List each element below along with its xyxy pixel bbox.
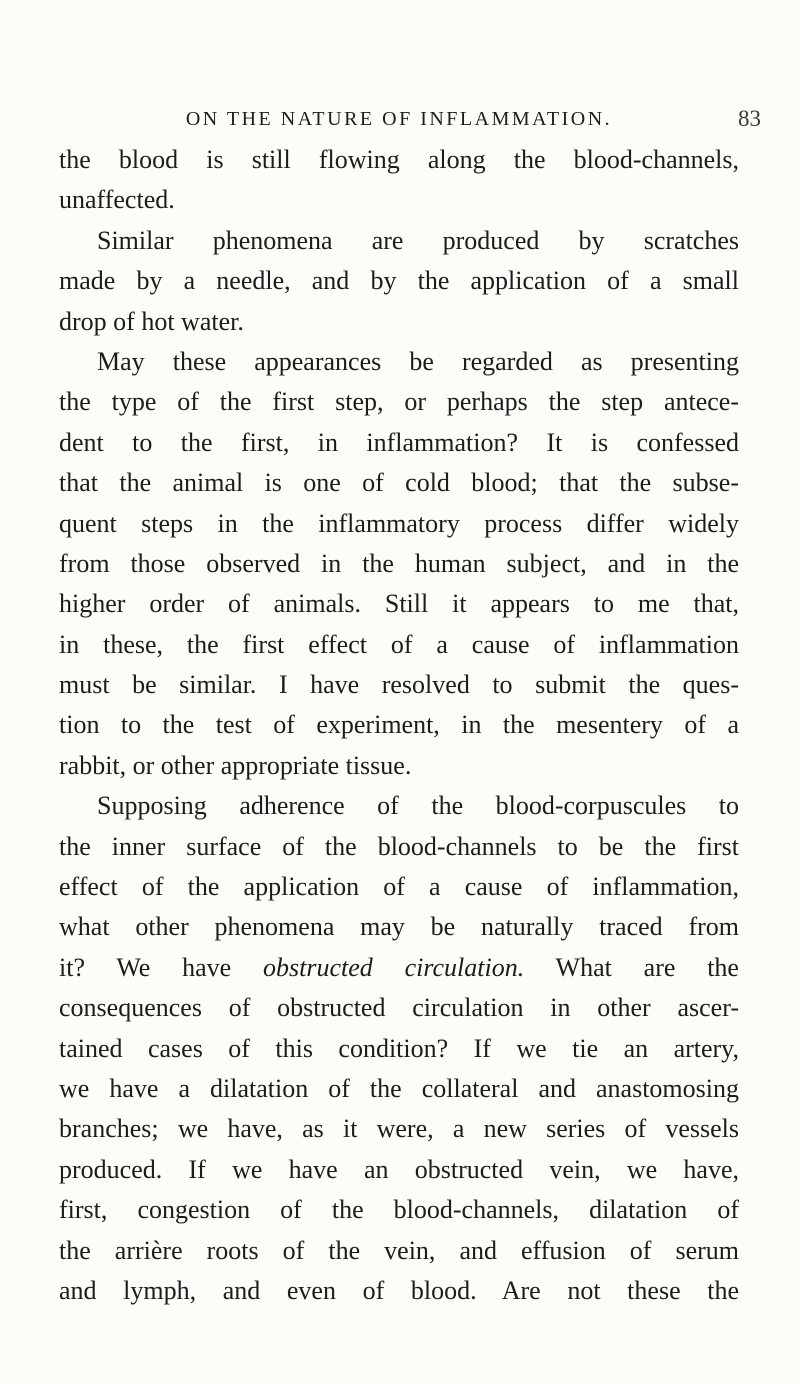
- italic-phrase: obstructed circulation.: [263, 952, 525, 982]
- text-line: rabbit, or other appropriate tissue.: [59, 750, 412, 780]
- text-fragment: What are the: [524, 952, 739, 982]
- text-line: unaffected.: [59, 185, 175, 215]
- text-line: effect of the application of a cause of inflammation,: [59, 872, 739, 902]
- text-line: the blood is still flowing along the blood-channels,: [59, 145, 739, 174]
- text-line: tion to the test of experiment, in the mesentery of a: [59, 710, 739, 740]
- text-line: must be similar. I have resolved to submit the ques-: [59, 670, 739, 700]
- text-line: consequences of obstructed circulation in other ascer-: [59, 993, 739, 1023]
- page-number: 83: [738, 106, 761, 131]
- text-line: from those observed in the human subject, and in the: [59, 548, 739, 578]
- text-line: tained cases of this condition? If we tie an artery,: [59, 1033, 739, 1063]
- text-line-with-emphasis: [59, 948, 739, 988]
- text-line: produced. If we have an obstructed vein, we have,: [59, 1154, 739, 1184]
- text-fragment: it? We have: [59, 952, 264, 982]
- text-line: made by a needle, and by the application of a small: [59, 266, 739, 296]
- text-line: Similar phenomena are produced by scratches: [97, 225, 739, 255]
- running-title: ON THE NATURE OF INFLAMMATION.: [185, 108, 613, 130]
- text-line: first, congestion of the blood-channels, dilatation of: [59, 1195, 739, 1225]
- text-line: and lymph, and even of blood. Are not these the: [59, 1275, 739, 1305]
- text-line: we have a dilatation of the collateral and anastomosing: [59, 1073, 739, 1103]
- body-text: [59, 140, 739, 1311]
- text-line: the arrière roots of the vein, and effusion of serum: [59, 1235, 739, 1265]
- text-line: the type of the first step, or perhaps the step antece-: [59, 387, 739, 417]
- text-line: the inner surface of the blood-channels to be the first: [59, 831, 739, 861]
- text-line: in these, the first effect of a cause of inflammation: [59, 629, 739, 659]
- text-line: that the animal is one of cold blood; that the subse-: [59, 468, 739, 498]
- text-line: drop of hot water.: [59, 306, 244, 336]
- text-line: dent to the first, in inflammation? It is confessed: [59, 427, 739, 457]
- text-line: May these appearances be regarded as presenting: [97, 346, 739, 376]
- text-line: Supposing adherence of the blood-corpuscules to: [97, 791, 739, 821]
- text-line: higher order of animals. Still it appears to me that,: [59, 589, 739, 619]
- text-line: what other phenomena may be naturally traced from: [59, 912, 739, 942]
- text-line: quent steps in the inflammatory process differ widely: [59, 508, 739, 538]
- text-line: branches; we have, as it were, a new series of vessels: [59, 1114, 739, 1144]
